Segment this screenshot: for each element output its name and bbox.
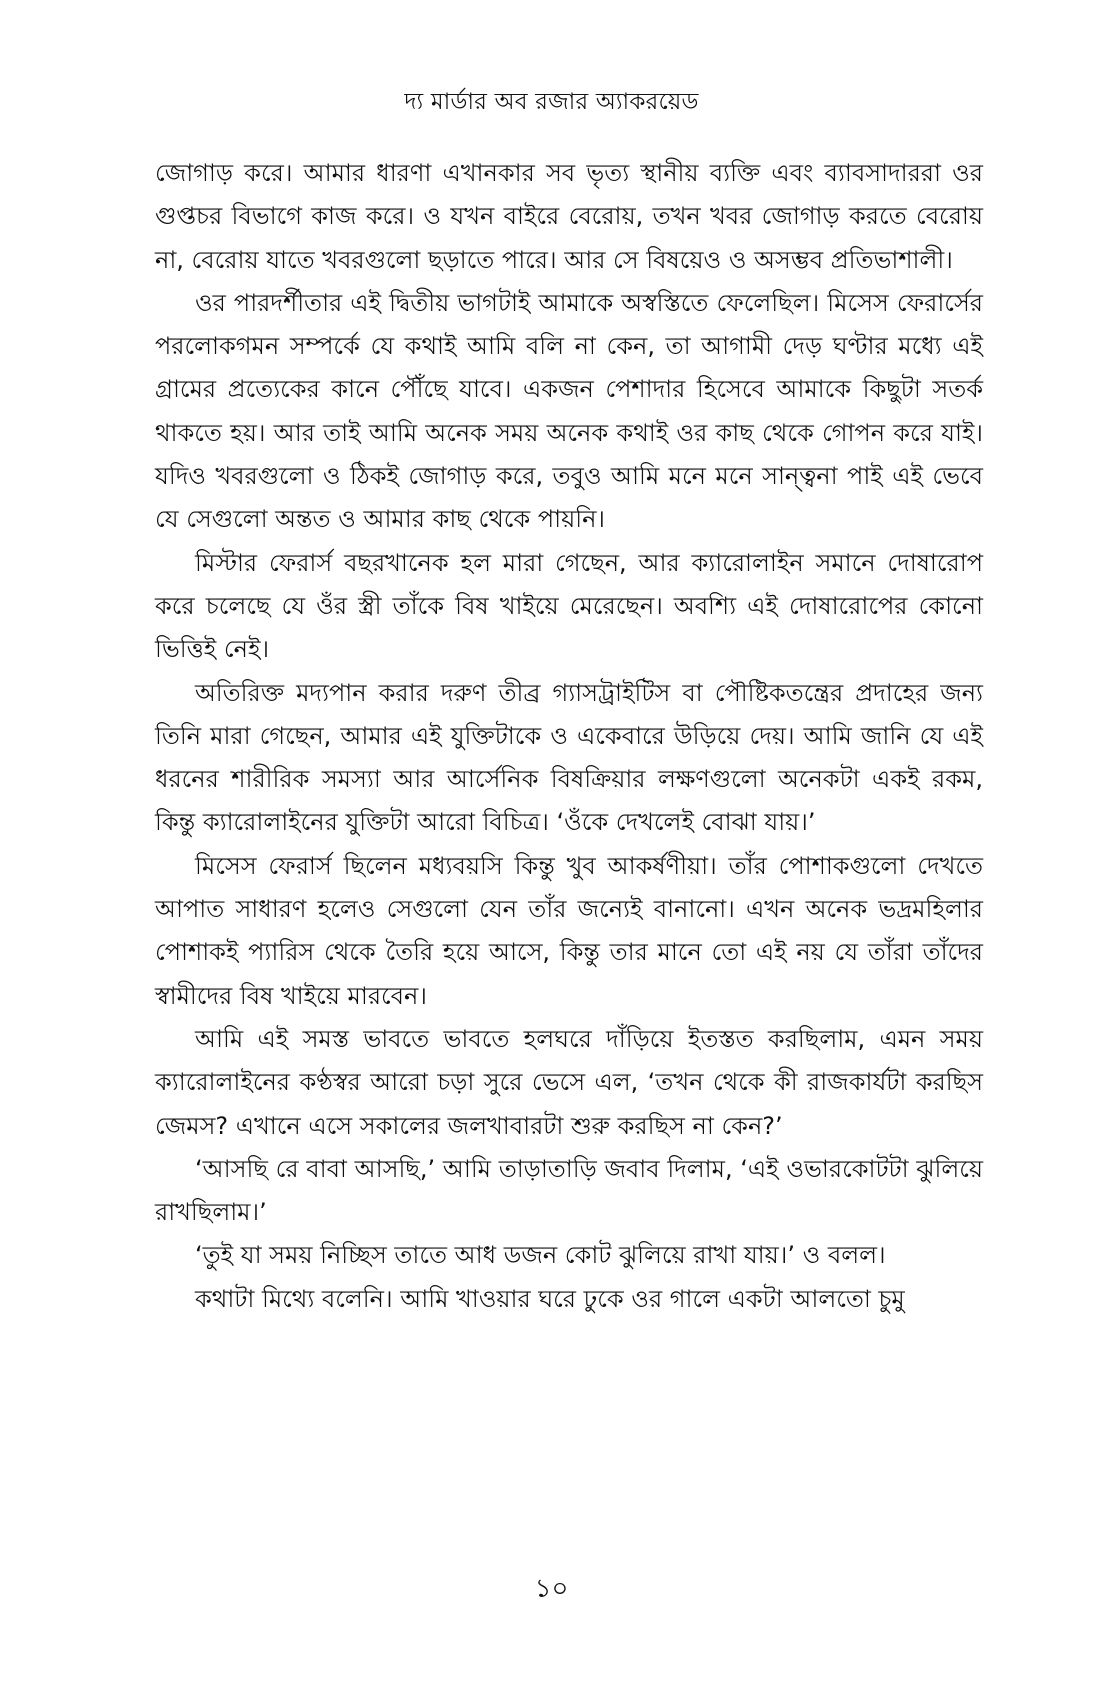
body-text	[155, 152, 983, 1321]
page-number: ১০	[534, 1574, 569, 1604]
paragraph: ‘তুই যা সময় নিচ্ছিস তাতে আধ ডজন কোট ঝুলিয়ে রাখা যায়।’ ও বলল।	[195, 1241, 886, 1270]
paragraph: মিস্টার ফেরার্স বছরখানেক হল মারা গেছেন, আর ক্যারোলাইন সমানে দোষারোপ করে চলেছে যে ওঁর স্ত্রী তাঁকে বিষ খাইয়ে মেরেছেন। অবশ্যি এই দোষারোপের কোনো ভিত্তিই নেই।	[155, 548, 983, 664]
paragraph: কথাটা মিথ্যে বলেনি। আমি খাওয়ার ঘরে ঢুকে ওর গালে একটা আলতো চুমু	[195, 1284, 905, 1313]
paragraph: অতিরিক্ত মদ্যপান করার দরুণ তীব্র গ্যাসট্রাইটিস বা পৌষ্টিকতন্ত্রের প্রদাহের জন্য তিনি মারা গেছেন, আমার এই যুক্তিটাকে ও একেবারে উড়িয়ে দেয়। আমি জানি যে এই ধরনের শারীরিক সমস্যা আর আর্সেনিক বিষক্রিয়ার লক্ষণগুলো অনেকটা একই রকম, কিন্তু ক্যারোলাইনের যুক্তিটা আরো বিচিত্র। ‘ওঁকে দেখলেই বোঝা যায়।’	[155, 678, 983, 837]
paragraph: জোগাড় করে। আমার ধারণা এখানকার সব ভৃত্য স্থানীয় ব্যক্তি এবং ব্যাবসাদাররা ওর গুপ্তচর বিভাগে কাজ করে। ও যখন বাইরে বেরোয়, তখন খবর জোগাড় করতে বেরোয় না, বেরোয় যাতে খবরগুলো ছড়াতে পারে। আর সে বিষয়েও ও অসম্ভব প্রতিভাশালী।	[155, 159, 983, 274]
paragraph: ওর পারদর্শীতার এই দ্বিতীয় ভাগটাই আমাকে অস্বস্তিতে ফেলেছিল। মিসেস ফেরার্সের পরলোকগমন সম্পর্কে যে কথাই আমি বলি না কেন, তা আগামী দেড় ঘণ্টার মধ্যে এই গ্রামের প্রত্যেকের কানে পৌঁছে যাবে। একজন পেশাদার হিসেবে আমাকে কিছুটা সতর্ক থাকতে হয়। আর তাই আমি অনেক সময় অনেক কথাই ওর কাছ থেকে গোপন করে যাই। যদিও খবরগুলো ও ঠিকই জোগাড় করে, তবুও আমি মনে মনে সান্ত্বনা পাই এই ভেবে যে সেগুলো অন্তত ও আমার কাছ থেকে পায়নি।	[155, 288, 983, 534]
paragraph: ‘আসছি রে বাবা আসছি,’ আমি তাড়াতাড়ি জবাব দিলাম, ‘এই ওভারকোটটা ঝুলিয়ে রাখছিলাম।’	[155, 1154, 983, 1227]
running-header-title: দ্য মার্ডার অব রজার অ্যাকরয়েড	[404, 89, 699, 115]
paragraph: আমি এই সমস্ত ভাবতে ভাবতে হলঘরে দাঁড়িয়ে ইতস্তত করছিলাম, এমন সময় ক্যারোলাইনের কণ্ঠস্বর আরো চড়া সুরে ভেসে এল, ‘তখন থেকে কী রাজকার্যটা করছিস জেমস? এখানে এসে সকালের জলখাবারটা শুরু করছিস না কেন?’	[155, 1024, 983, 1140]
paragraph: মিসেস ফেরার্স ছিলেন মধ্যবয়সি কিন্তু খুব আকর্ষণীয়া। তাঁর পোশাকগুলো দেখতে আপাত সাধারণ হলেও সেগুলো যেন তাঁর জন্যেই বানানো। এখন অনেক ভদ্রমহিলার পোশাকই প্যারিস থেকে তৈরি হয়ে আসে, কিন্তু তার মানে তো এই নয় যে তাঁরা তাঁদের স্বামীদের বিষ খাইয়ে মারবেন।	[155, 851, 983, 1010]
